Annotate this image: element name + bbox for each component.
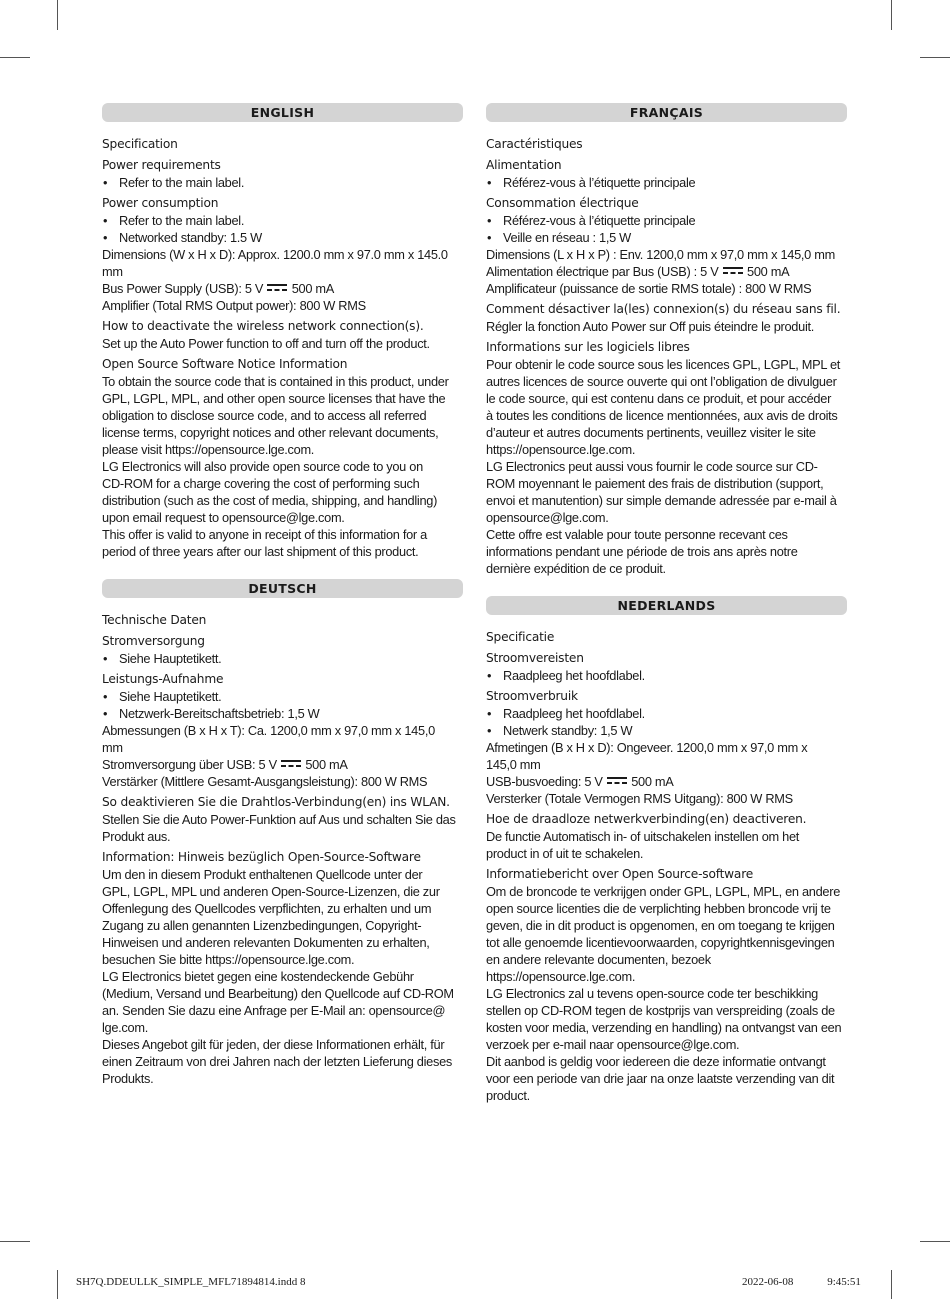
text-line: Régler la fonction Auto Power sur Off puis éteindre le produit. — [486, 319, 814, 334]
block-heading: Comment désactiver la(les) connexion(s) du réseau sans fil. — [486, 302, 841, 316]
text-line: product in of uit te schakelen. — [486, 846, 644, 861]
text-block — [102, 318, 463, 352]
text-line: Verstärker (Mittlere Gesamt-Ausgangsleistung): 800 W RMS — [102, 774, 428, 789]
line-text: Bus Power Supply (USB): 5 V — [102, 281, 264, 296]
text-line: product. — [486, 1088, 530, 1103]
current-value: 500 mA — [747, 264, 790, 279]
bullet-item: • Networked standby: 1.5 W — [102, 229, 463, 246]
text-line: le code source, qui est contenu dans ce produit, et pour accéder — [486, 391, 832, 406]
line-text: Alimentation électrique par Bus (USB) : 5 V — [486, 264, 719, 279]
bullet-item: • Veille en réseau : 1,5 W — [486, 229, 847, 246]
text-block — [486, 195, 847, 297]
text-block — [486, 136, 847, 153]
text-line: Dimensions (L x H x P) : Env. 1200,0 mm x 97,0 mm x 145,0 mm — [486, 247, 835, 262]
text-line: Produkts. — [102, 1071, 154, 1086]
text-line: ROM moyennant le paiement des frais de distribution (support, — [486, 476, 824, 491]
section-header: DEUTSCH — [102, 579, 463, 598]
block-heading: How to deactivate the wireless network connection(s). — [102, 319, 424, 333]
text-line: Um den in diesem Produkt enthaltenen Quellcode unter der — [102, 867, 423, 882]
text-line: lge.com. — [102, 1020, 148, 1035]
language-section — [102, 103, 463, 560]
text-line: besuchen Sie bitte https://opensource.lge.com. — [102, 952, 355, 967]
block-heading: Alimentation — [486, 158, 562, 172]
text-line: voor een periode van drie jaar na onze laatste verzending van dit — [486, 1071, 835, 1086]
text-line: Zugang zu allen genannten Lizenzbedingungen, Copyright- — [102, 918, 422, 933]
text-line: license terms, copyright notices and other relevant documents, — [102, 425, 439, 440]
text-line: LG Electronics bietet gegen eine kostendeckende Gebühr — [102, 969, 414, 984]
text-line: obligation to disclose source code, and to access all referred — [102, 408, 427, 423]
block-heading: Stromversorgung — [102, 634, 205, 648]
text-line: Abmessungen (B x H x T): Ca. 1200,0 mm x 97,0 mm x 145,0 — [102, 723, 435, 738]
bullet-item: • Raadpleeg het hoofdlabel. — [486, 705, 847, 722]
text-line: Amplificateur (puissance de sortie RMS totale) : 800 W RMS — [486, 281, 812, 296]
text-line: please visit https://opensource.lge.com. — [102, 442, 315, 457]
text-line: Om de broncode te verkrijgen onder GPL, LGPL, MPL, en andere — [486, 884, 841, 899]
crop-mark — [920, 57, 950, 58]
text-line — [102, 756, 463, 773]
text-line: mm — [102, 740, 123, 755]
crop-mark — [891, 1270, 892, 1299]
text-block — [102, 612, 463, 629]
text-line: d’auteur et autres documents pertinents, veuillez visiter le site — [486, 425, 816, 440]
text-line: period of three years after our last shipment of this product. — [102, 544, 419, 559]
text-line: GPL, LGPL, MPL und anderen Open-Source-Lizenzen, die zur — [102, 884, 440, 899]
text-line: To obtain the source code that is contained in this product, under — [102, 374, 449, 389]
block-heading: Hoe de draadloze netwerkverbinding(en) deactiveren. — [486, 812, 807, 826]
crop-mark — [57, 1270, 58, 1299]
left-column — [102, 103, 463, 1106]
text-line: LG Electronics will also provide open source code to you on — [102, 459, 423, 474]
text-block — [486, 866, 847, 1104]
text-block — [102, 356, 463, 560]
text-line: GPL, LGPL, MPL, and other open source licenses that have the — [102, 391, 446, 406]
text-line: dernière expédition de ce produit. — [486, 561, 666, 576]
text-block — [102, 633, 463, 667]
text-line: kosten voor media, verzending en handling) na ontvangst van een — [486, 1020, 842, 1035]
crop-mark — [0, 57, 30, 58]
text-line: De functie Automatisch in- of uitschakelen instellen om het — [486, 829, 800, 844]
bullet-item: • Référez-vous à l’étiquette principale — [486, 174, 847, 191]
dc-symbol-icon — [267, 284, 287, 292]
text-line: Set up the Auto Power function to off and turn off the product. — [102, 336, 430, 351]
text-block — [486, 650, 847, 684]
text-line: Dieses Angebot gilt für jeden, der diese Informationen erhält, für — [102, 1037, 445, 1052]
block-heading: So deaktivieren Sie die Drahtlos-Verbindung(en) ins WLAN. — [102, 795, 450, 809]
language-section — [486, 596, 847, 1104]
block-heading: Specificatie — [486, 630, 555, 644]
text-block — [102, 794, 463, 845]
bullet-item: • Siehe Hauptetikett. — [102, 650, 463, 667]
bullet-item: • Netzwerk-Bereitschaftsbetrieb: 1,5 W — [102, 705, 463, 722]
text-line: verzoek per e-mail naar opensource@lge.com. — [486, 1037, 740, 1052]
footer-file-name: SH7Q.DDEULLK_SIMPLE_MFL71894814.indd 8 — [76, 1276, 306, 1288]
block-heading: Caractéristiques — [486, 137, 583, 151]
text-line: autres licences de source ouverte qui ont l’obligation de divulguer — [486, 374, 837, 389]
bullet-item: • Refer to the main label. — [102, 212, 463, 229]
block-heading: Stroomvereisten — [486, 651, 584, 665]
text-line — [486, 263, 847, 280]
text-line: LG Electronics peut aussi vous fournir le code source sur CD- — [486, 459, 818, 474]
text-line: distribution (such as the cost of media, shipping, and handling) — [102, 493, 438, 508]
current-value: 500 mA — [291, 281, 335, 296]
section-header: NEDERLANDS — [486, 596, 847, 615]
text-line: Amplifier (Total RMS Output power): 800 W RMS — [102, 298, 366, 313]
text-line: envoi et manutention) sur simple demande adressée par e-mail à — [486, 493, 837, 508]
text-line: mm — [102, 264, 123, 279]
text-line: upon email request to opensource@lge.com. — [102, 510, 345, 525]
bullet-item: • Refer to the main label. — [102, 174, 463, 191]
block-heading: Stroomverbruik — [486, 689, 578, 703]
text-block — [486, 157, 847, 191]
text-line: CD-ROM for a charge covering the cost of performing such — [102, 476, 420, 491]
block-heading: Informations sur les logiciels libres — [486, 340, 690, 354]
text-block — [102, 157, 463, 191]
crop-mark — [57, 0, 58, 30]
text-line: Hinweisen und anderen relevanten Dokumenten zu erhalten, — [102, 935, 430, 950]
block-heading: Open Source Software Notice Information — [102, 357, 348, 371]
text-block — [102, 849, 463, 1087]
dc-symbol-icon — [281, 760, 301, 768]
text-line: open source licenties die de verplichting hebben broncode vrij te — [486, 901, 831, 916]
bullet-item: • Raadpleeg het hoofdlabel. — [486, 667, 847, 684]
text-line — [102, 280, 463, 297]
text-line: à toutes les conditions de licence mentionnées, aux avis de droits — [486, 408, 838, 423]
text-line — [486, 773, 847, 790]
block-heading: Information: Hinweis bezüglich Open-Source-Software — [102, 850, 421, 864]
text-line: einen Zeitraum von drei Jahren nach der letzten Lieferung dieses — [102, 1054, 452, 1069]
text-line: Stellen Sie die Auto Power-Funktion auf Aus und schalten Sie das — [102, 812, 456, 827]
crop-mark — [0, 1241, 30, 1242]
text-line: opensource@lge.com. — [486, 510, 609, 525]
text-line: Offenlegung des Quellcodes verpflichten, zu erhalten und um — [102, 901, 432, 916]
text-line: Versterker (Totale Vermogen RMS Uitgang): 800 W RMS — [486, 791, 793, 806]
text-line: geven, die in dit product is opgenomen, en om toegang te krijgen — [486, 918, 835, 933]
text-line: https://opensource.lge.com. — [486, 442, 636, 457]
text-line: Dimensions (W x H x D): Approx. 1200.0 mm x 97.0 mm x 145.0 — [102, 247, 448, 262]
dc-symbol-icon — [607, 777, 627, 785]
line-text: USB-busvoeding: 5 V — [486, 774, 603, 789]
text-line: informations pendant une période de trois ans après notre — [486, 544, 798, 559]
text-block — [486, 811, 847, 862]
right-column — [486, 103, 847, 1123]
current-value: 500 mA — [631, 774, 674, 789]
crop-mark — [920, 1241, 950, 1242]
dc-symbol-icon — [723, 267, 743, 275]
block-heading: Specification — [102, 137, 178, 151]
text-line: en andere relevante documenten, bezoek — [486, 952, 711, 967]
text-line: This offer is valid to anyone in receipt of this information for a — [102, 527, 427, 542]
language-section — [486, 103, 847, 577]
block-heading: Consommation électrique — [486, 196, 639, 210]
section-header: ENGLISH — [102, 103, 463, 122]
text-block — [102, 671, 463, 790]
text-block — [486, 629, 847, 646]
current-value: 500 mA — [305, 757, 348, 772]
block-heading: Power requirements — [102, 158, 221, 172]
bullet-item: • Netwerk standby: 1,5 W — [486, 722, 847, 739]
text-block — [486, 688, 847, 807]
language-section — [102, 579, 463, 1087]
footer-timestamp: 2022-06-08      9:45:51 — [742, 1276, 861, 1288]
text-line: Afmetingen (B x H x D): Ongeveer. 1200,0 mm x 97,0 mm x — [486, 740, 808, 755]
line-text: Stromversorgung über USB: 5 V — [102, 757, 277, 772]
block-heading: Informatiebericht over Open Source-software — [486, 867, 754, 881]
text-line: Produkt aus. — [102, 829, 171, 844]
text-block — [486, 301, 847, 335]
crop-mark — [891, 0, 892, 30]
bullet-item: • Siehe Hauptetikett. — [102, 688, 463, 705]
text-block — [102, 195, 463, 314]
text-line: (Medium, Versand und Bearbeitung) den Quellcode auf CD-ROM — [102, 986, 454, 1001]
text-line: Pour obtenir le code source sous les licences GPL, LGPL, MPL et — [486, 357, 841, 372]
text-line: Dit aanbod is geldig voor iedereen die deze informatie ontvangt — [486, 1054, 826, 1069]
block-heading: Power consumption — [102, 196, 219, 210]
section-header: FRANÇAIS — [486, 103, 847, 122]
text-line: https://opensource.lge.com. — [486, 969, 636, 984]
block-heading: Technische Daten — [102, 613, 207, 627]
text-line: 145,0 mm — [486, 757, 541, 772]
text-line: stellen op CD-ROM tegen de kostprijs van verspreiding (zoals de — [486, 1003, 835, 1018]
text-block — [486, 339, 847, 577]
text-line: an. Senden Sie dazu eine Anfrage per E-Mail an: opensource@ — [102, 1003, 446, 1018]
text-line: Cette offre est valable pour toute personne recevant ces — [486, 527, 788, 542]
text-block — [102, 136, 463, 153]
block-heading: Leistungs-Aufnahme — [102, 672, 224, 686]
bullet-item: • Référez-vous à l’étiquette principale — [486, 212, 847, 229]
text-line: LG Electronics zal u tevens open-source code ter beschikking — [486, 986, 818, 1001]
text-line: tot alle genoemde licentievoorwaarden, copyrightkennisgevingen — [486, 935, 835, 950]
